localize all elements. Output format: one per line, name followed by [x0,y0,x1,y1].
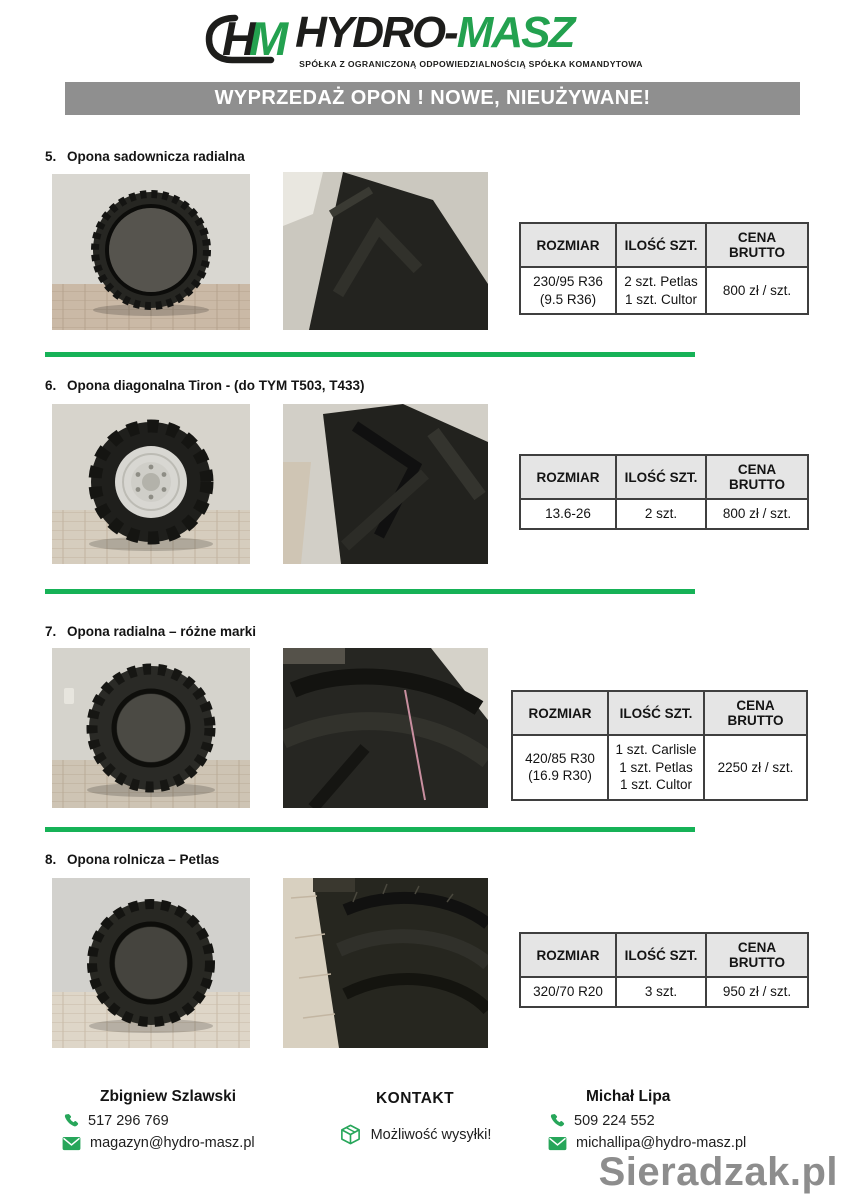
col-cena: CENA BRUTTO [706,455,808,499]
spec-table [519,932,809,1008]
spec-table [519,222,809,315]
section-divider [45,589,695,594]
logo-letter-h: H [222,12,257,65]
col-rozmiar: ROZMIAR [520,223,616,267]
contact-left [62,1088,322,1151]
contact-right [548,1088,808,1151]
envelope-icon [62,1136,81,1151]
ilosc-cell: 1 szt. Carlisle 1 szt. Petlas 1 szt. Cultor [608,735,704,800]
ilosc-cell: 2 szt. Petlas 1 szt. Cultor [616,267,706,314]
contact-name: Michał Lipa [586,1088,671,1105]
email-row [548,1135,808,1151]
cena-cell: 800 zł / szt. [706,267,808,314]
logo-text-block [295,8,643,69]
rozmiar-cell: 320/70 R20 [520,977,616,1007]
phone-row [62,1112,322,1129]
section-title [45,852,219,867]
kontakt-heading: KONTAKT [375,1090,455,1107]
product-photo-tread-closeup [283,648,488,808]
rozmiar-cell: 420/85 R30 (16.9 R30) [512,735,608,800]
sale-banner [65,82,800,115]
section-title [45,378,365,393]
phone-row [548,1112,808,1129]
logo-subtitle: SPÓŁKA Z OGRANICZONĄ ODPOWIEDZIALNOŚCIĄ SPÓŁKA KOMANDYTOWA [299,59,643,69]
company-logo [0,8,848,72]
cena-cell: 800 zł / szt. [706,499,808,529]
spec-table [511,690,808,801]
phone-number: 517 296 769 [88,1112,169,1129]
product-photo-tire-side [52,648,250,808]
table-header-row [520,933,808,977]
package-icon [339,1123,362,1146]
col-ilosc: ILOŚĆ SZT. [616,933,706,977]
spec-table [519,454,809,530]
table-row [520,267,808,314]
section-divider [45,827,695,832]
col-cena: CENA BRUTTO [704,691,807,735]
section-title-text: Opona diagonalna Tiron - (do TYM T503, T433) [67,378,365,393]
phone-icon [62,1112,79,1129]
col-ilosc: ILOŚĆ SZT. [616,223,706,267]
col-rozmiar: ROZMIAR [520,933,616,977]
email-address: magazyn@hydro-masz.pl [90,1135,255,1151]
section-title-text: Opona rolnicza – Petlas [67,852,220,867]
email-address: michallipa@hydro-masz.pl [576,1135,747,1151]
table-row [520,499,808,529]
section-title [45,624,256,639]
product-photo-tread-closeup [283,172,488,330]
rozmiar-cell: 13.6-26 [520,499,616,529]
col-ilosc: ILOŚĆ SZT. [608,691,704,735]
product-photo-tread-closeup [283,404,488,564]
section-number: 6. [45,378,57,393]
col-rozmiar: ROZMIAR [520,455,616,499]
product-photo-wheel-side [52,404,250,564]
contact-name: Zbigniew Szlawski [100,1088,237,1105]
product-photo-tire-side [52,174,250,330]
ilosc-cell: 2 szt. [616,499,706,529]
sale-banner-text: WYPRZEDAŻ OPON ! NOWE, NIEUŻYWANE! [214,87,651,109]
shipping-row [322,1123,508,1146]
col-cena: CENA BRUTTO [706,223,808,267]
logo-text-masz: MASZ [456,8,574,57]
watermark: Sieradzak.pl [598,1150,838,1194]
section-divider [45,352,695,357]
envelope-icon [548,1136,567,1151]
col-cena: CENA BRUTTO [706,933,808,977]
phone-number: 509 224 552 [574,1112,655,1129]
hm-logo-mark [205,10,291,72]
table-header-row [512,691,807,735]
phone-icon [548,1112,565,1129]
section-title-text: Opona radialna – różne marki [67,624,257,639]
rozmiar-cell: 230/95 R36 (9.5 R36) [520,267,616,314]
col-rozmiar: ROZMIAR [512,691,608,735]
section-number: 5. [45,149,57,164]
shipping-text: Możliwość wysyłki! [370,1126,492,1143]
section-number: 8. [45,852,57,867]
table-header-row [520,223,808,267]
product-photo-tread-closeup [283,878,488,1048]
product-photo-tire-side [52,878,250,1048]
table-header-row [520,455,808,499]
logo-text-hydro: HYDRO- [295,8,457,57]
section-title-text: Opona sadownicza radialna [67,149,245,164]
section-title [45,149,245,164]
cena-cell: 2250 zł / szt. [704,735,807,800]
cena-cell: 950 zł / szt. [706,977,808,1007]
col-ilosc: ILOŚĆ SZT. [616,455,706,499]
table-row [512,735,807,800]
section-number: 7. [45,624,57,639]
logo-wordmark [295,8,643,58]
email-row [62,1135,322,1151]
logo-letter-m: M [249,12,289,65]
table-row [520,977,808,1007]
contact-center [322,1090,508,1146]
ilosc-cell: 3 szt. [616,977,706,1007]
